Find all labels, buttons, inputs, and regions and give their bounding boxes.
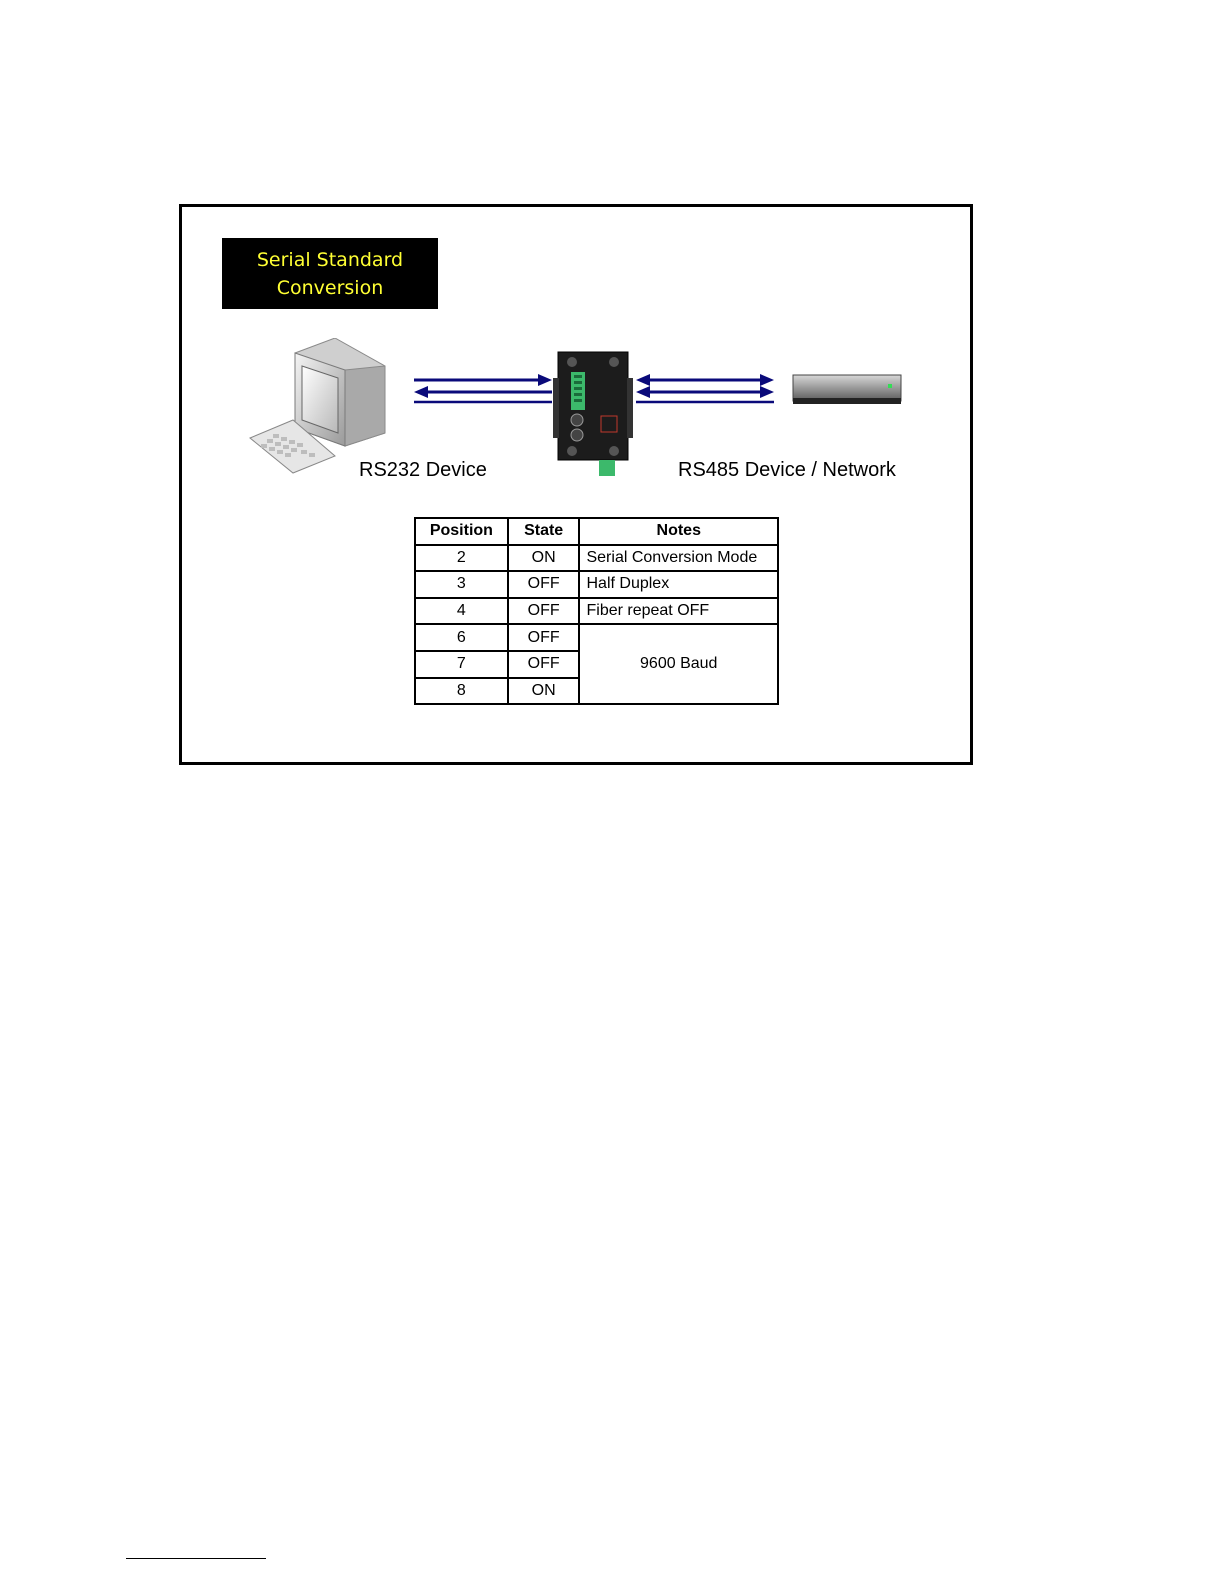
notes-cell: Serial Conversion Mode: [579, 545, 778, 572]
table-row: [415, 598, 778, 625]
state-cell: OFF: [508, 651, 580, 678]
rs485-link-arrows: [634, 372, 776, 406]
notes-cell: Fiber repeat OFF: [579, 598, 778, 625]
column-header-notes: Notes: [579, 518, 778, 545]
state-cell: ON: [508, 678, 580, 705]
position-cell: 7: [415, 651, 508, 678]
notes-cell: Half Duplex: [579, 571, 778, 598]
dip-switch-table: [414, 517, 779, 705]
state-cell: OFF: [508, 598, 580, 625]
position-cell: 3: [415, 571, 508, 598]
rs232-link-arrows: [412, 372, 554, 406]
table-row: [415, 624, 778, 651]
table-row: [415, 571, 778, 598]
column-header-position: Position: [415, 518, 508, 545]
table-row: [415, 545, 778, 572]
footnote-separator: [126, 1558, 266, 1559]
state-cell: OFF: [508, 624, 580, 651]
position-cell: 2: [415, 545, 508, 572]
title-line-2: Conversion: [276, 277, 384, 299]
state-cell: OFF: [508, 571, 580, 598]
rs232-device-label: RS232 Device: [359, 459, 487, 481]
rs485-device-label: RS485 Device / Network: [678, 459, 896, 481]
position-cell: 4: [415, 598, 508, 625]
diagram-title: [222, 238, 438, 309]
table-header-row: [415, 518, 778, 545]
computer-icon: [245, 338, 390, 478]
serial-converter-icon: [553, 350, 633, 478]
state-cell: ON: [508, 545, 580, 572]
title-line-1: Serial Standard: [256, 249, 404, 271]
network-device-icon: [790, 372, 905, 408]
position-cell: 6: [415, 624, 508, 651]
column-header-state: State: [508, 518, 580, 545]
position-cell: 8: [415, 678, 508, 705]
merged-notes-cell: 9600 Baud: [579, 624, 778, 704]
